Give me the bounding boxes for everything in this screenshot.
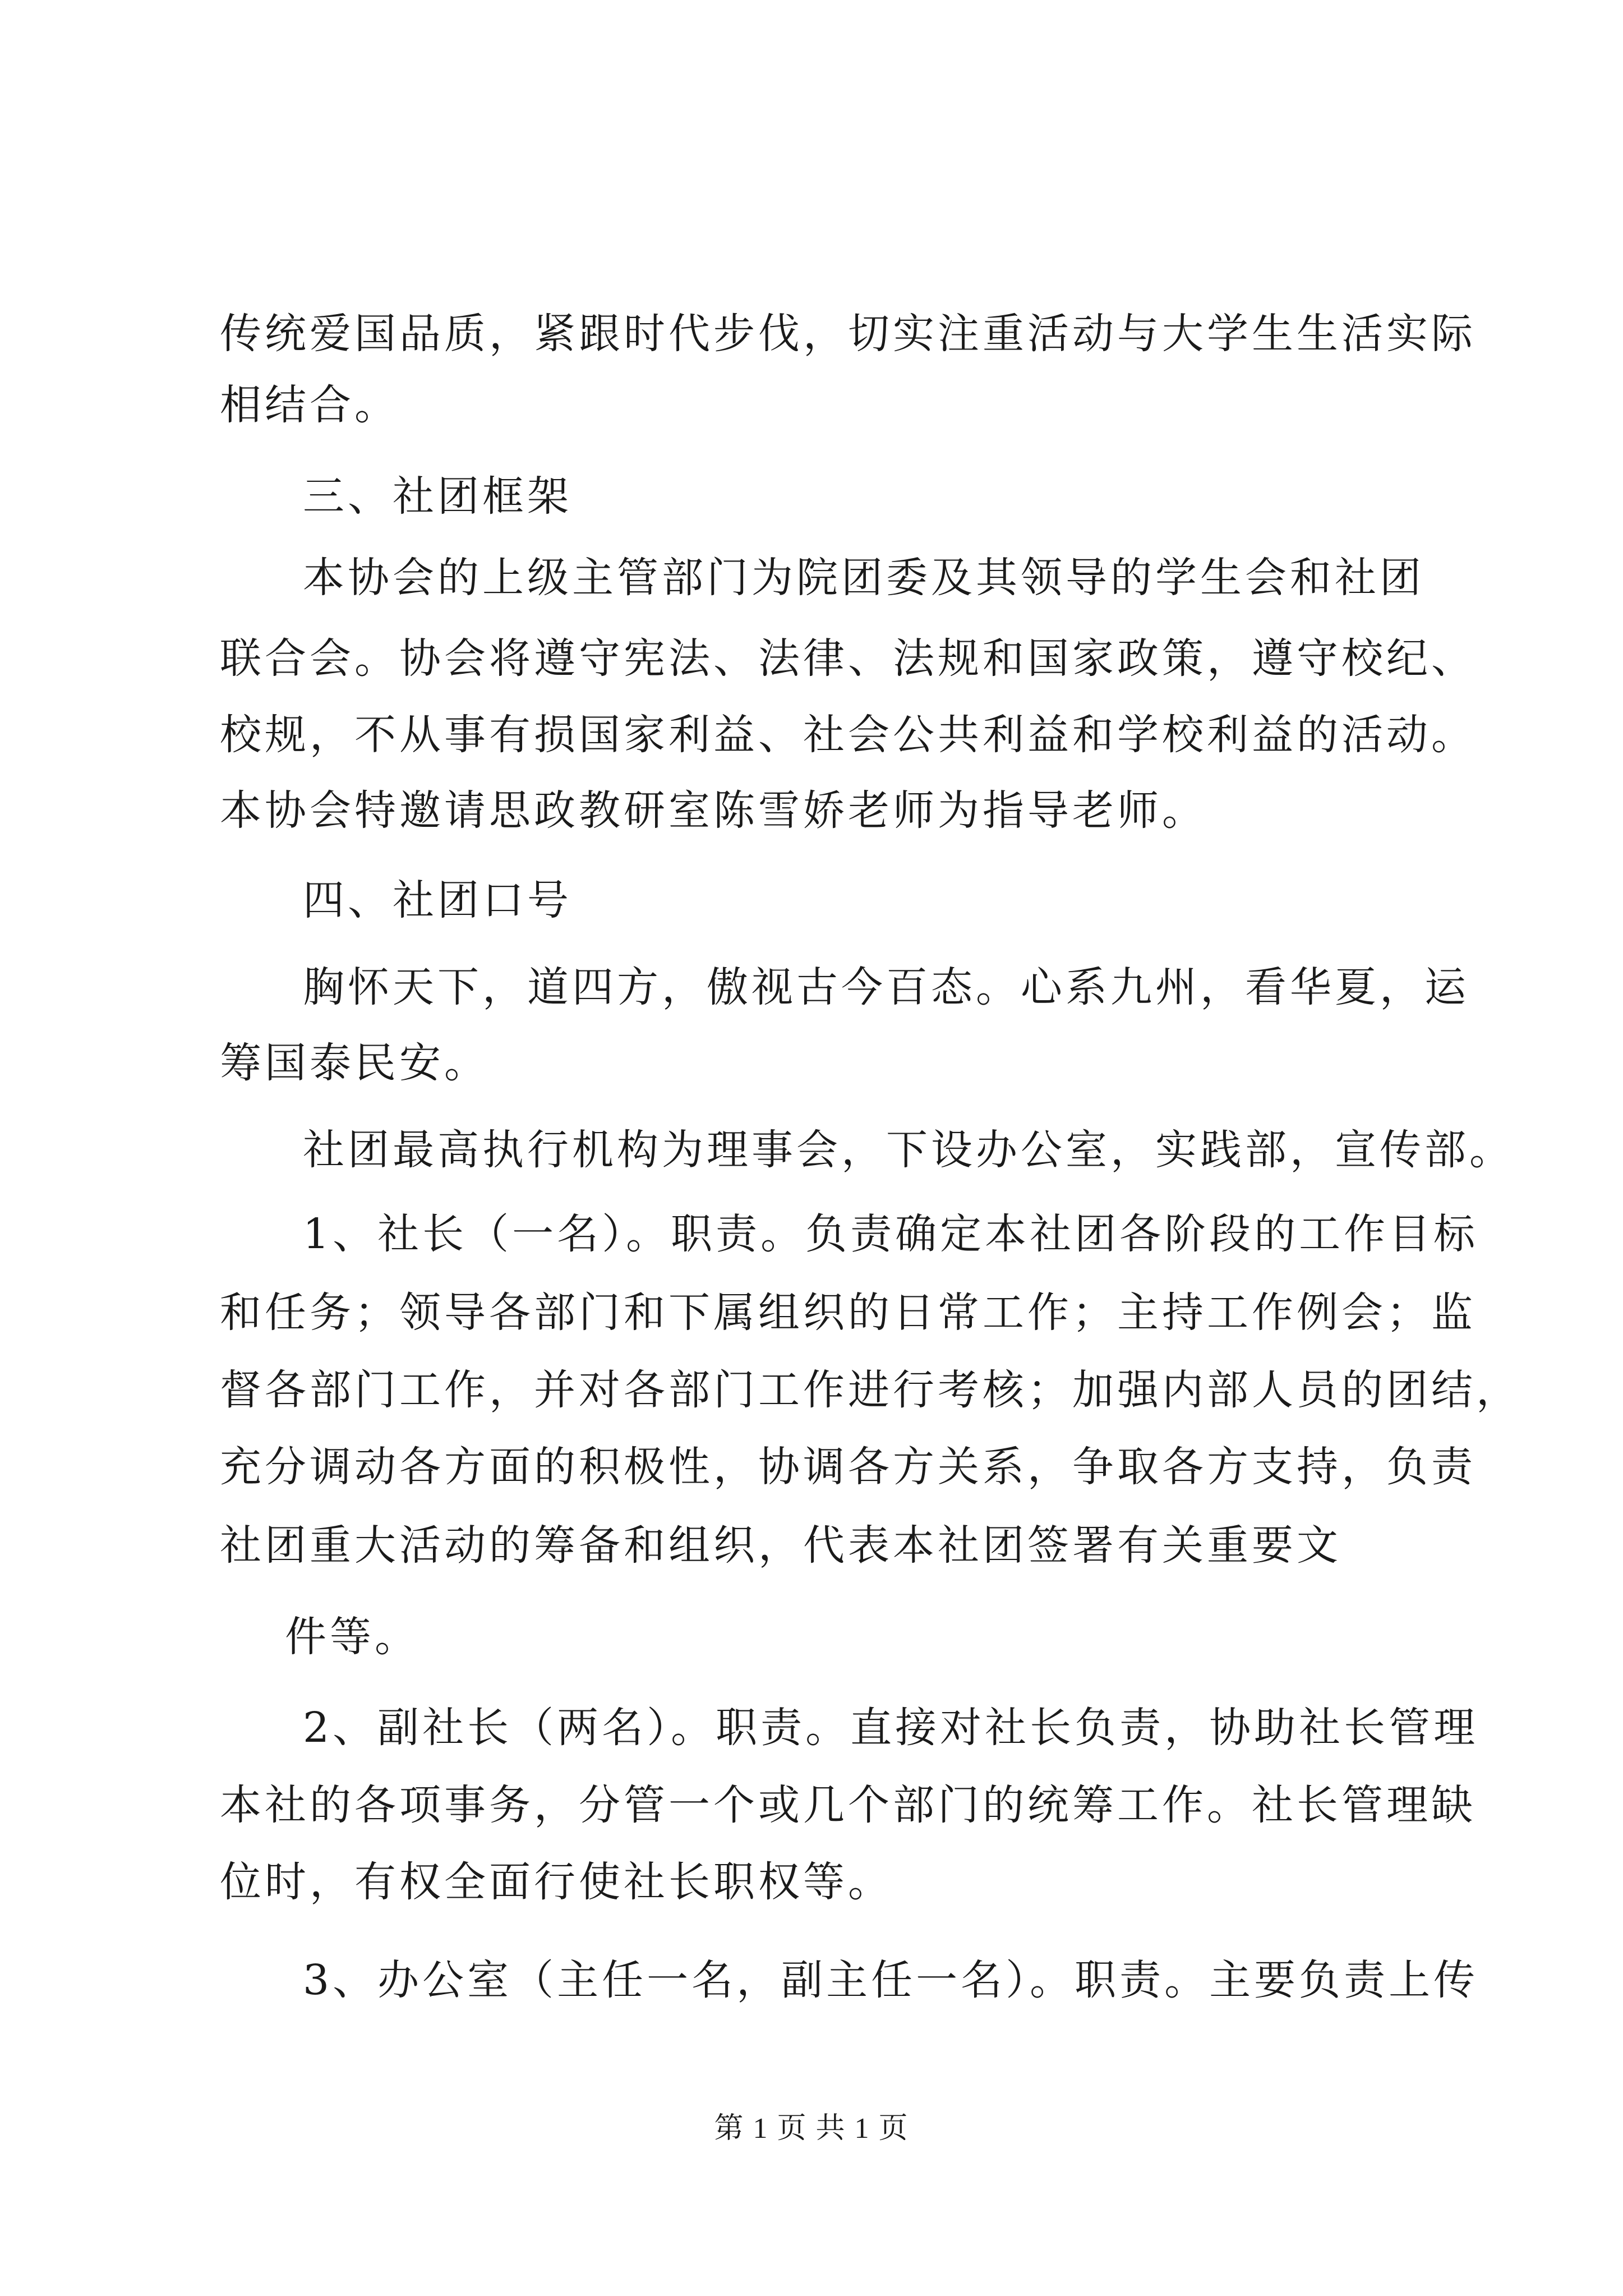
- text-line: 1、社长（一名）。职责。负责确定本社团各阶段的工作目标: [303, 1210, 1479, 1258]
- text-line: 本协会的上级主管部门为院团委及其领导的学生会和社团: [303, 554, 1424, 602]
- text-line: 充分调动各方面的积极性，协调各方关系，争取各方支持，负责: [220, 1443, 1476, 1491]
- text-line: 联合会。协会将遵守宪法、法律、法规和国家政策，遵守校纪、: [220, 634, 1476, 683]
- section-heading: 三、社团框架: [303, 472, 572, 521]
- text-line: 和任务；领导各部门和下属组织的日常工作；主持工作例会；监: [220, 1289, 1476, 1337]
- page-number-footer: 第 1 页 共 1 页: [714, 2113, 909, 2145]
- text-line: 3、办公室（主任一名，副主任一名）。职责。主要负责上传: [303, 1956, 1479, 2004]
- text-line: 筹国泰民安。: [220, 1039, 489, 1087]
- section-heading: 四、社团口号: [303, 876, 572, 924]
- text-line: 胸怀天下，道四方，傲视古今百态。心系九州，看华夏，运: [303, 963, 1469, 1011]
- text-line: 社团最高执行机构为理事会，下设办公室，实践部，宣传部。: [303, 1126, 1514, 1174]
- text-line: 本社的各项事务，分管一个或几个部门的统筹工作。社长管理缺: [220, 1781, 1476, 1829]
- text-line: 位时，有权全面行使社长职权等。: [220, 1858, 893, 1906]
- text-line: 督各部门工作，并对各部门工作进行考核；加强内部人员的团结，: [220, 1366, 1521, 1414]
- text-line: 本协会特邀请思政教研室陈雪娇老师为指导老师。: [220, 786, 1207, 835]
- text-line: 件等。: [285, 1613, 419, 1661]
- text-line: 相结合。: [220, 381, 399, 429]
- text-line: 2、副社长（两名）。职责。直接对社长负责，协助社长管理: [303, 1704, 1479, 1752]
- text-line: 校规，不从事有损国家利益、社会公共利益和学校利益的活动。: [220, 711, 1476, 759]
- text-line: 传统爱国品质，紧跟时代步伐，切实注重活动与大学生生活实际: [220, 310, 1476, 358]
- text-line: 社团重大活动的筹备和组织，代表本社团签署有关重要文: [220, 1521, 1341, 1570]
